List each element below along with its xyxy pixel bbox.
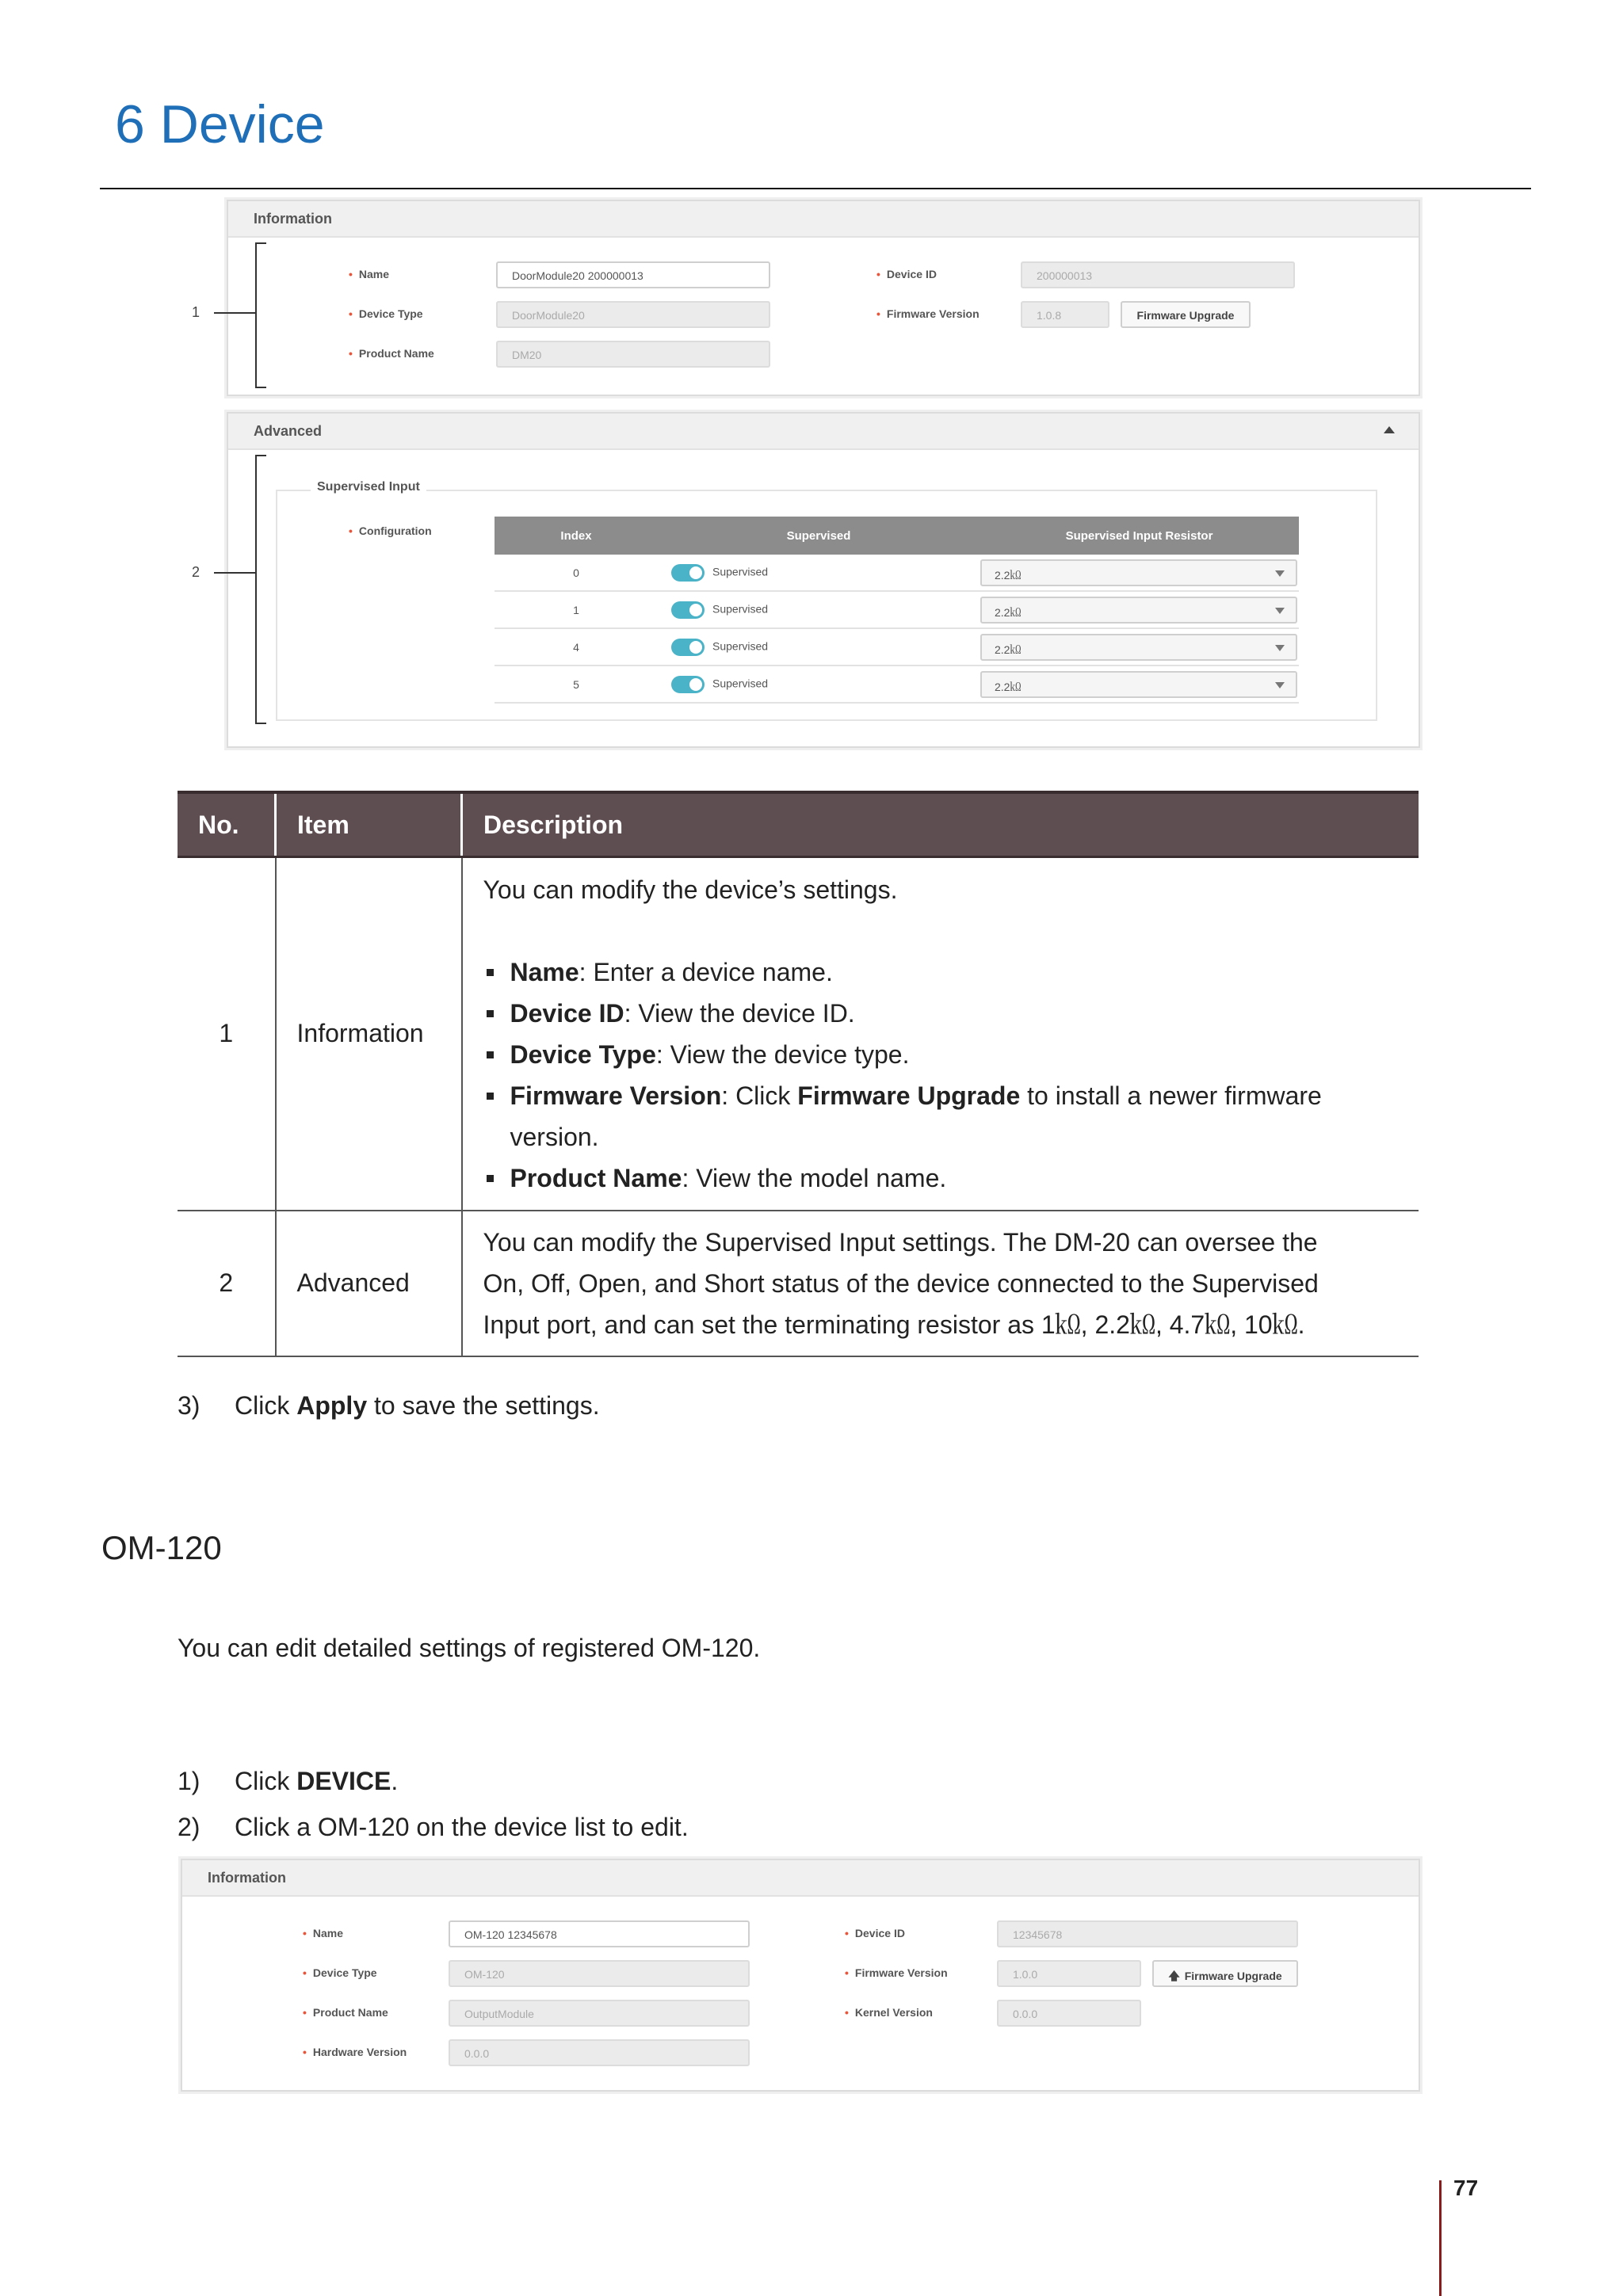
term-text: version. [510,1122,599,1151]
index-cell: 5 [495,666,658,703]
description-line: On, Off, Open, and Short status of the device connected to the Supervised [483,1268,1319,1298]
page-number-rule [1439,2180,1442,2296]
field-list [483,952,1399,1199]
product-name-label: • Product Name [349,347,434,360]
description-intro: You can modify the device’s settings. [483,875,898,904]
information-header: Information [254,211,332,227]
device-id-label: • Device ID [876,268,937,280]
index-cell: 0 [495,555,658,591]
step-suffix: to save the settings. [367,1391,600,1420]
supervised-input-table [495,517,1299,704]
name-label: • Name [349,268,389,280]
term: Firmware Upgrade [797,1081,1021,1110]
resistor-select[interactable] [980,597,1297,624]
supervised-toggle[interactable] [671,601,705,619]
chevron-down-icon [1275,608,1285,614]
step-prefix: Click [235,1391,297,1420]
product-name-field: DM20 [496,341,770,368]
table-row [178,1211,1419,1356]
name-input[interactable]: DoorModule20 200000013 [496,261,770,288]
term-text: : View the device type. [655,1039,910,1069]
no-column-header: No. [178,792,276,857]
description-line: Input port, and can set the terminating resistor as 1㏀, 2.2㏀, 4.7㏀, 10㏀. [483,1310,1305,1339]
name-label: • Name [303,1927,343,1939]
description-column-header: Description [462,792,1419,857]
panel-header [228,201,1419,238]
collapse-arrow-icon[interactable] [1384,426,1395,433]
dm20-information-panel [227,200,1420,396]
panel-header [182,1860,1419,1897]
step-text [235,1767,398,1796]
device-id-field: 12345678 [997,1920,1298,1947]
resistor-value: 2.2㏀ [995,605,1022,619]
callout-number-2: 2 [192,564,200,580]
supervised-label: Supervised [712,565,769,578]
resistor-select[interactable] [980,671,1297,698]
product-name-field: OutputModule [449,2000,750,2027]
firmware-upgrade-label: Firmware Upgrade [1184,1970,1282,1982]
list-item [483,993,1399,1034]
row-item: Information [276,857,462,1211]
device-type-label: • Device Type [303,1966,377,1979]
list-item [483,952,1399,993]
step-text: Click a OM-120 on the device list to edit. [235,1813,689,1841]
step-suffix: . [391,1767,399,1795]
term: Firmware Version [510,1081,722,1110]
step-number: 1) [178,1767,200,1795]
resistor-select[interactable] [980,559,1297,586]
term: Device Type [510,1039,656,1069]
supervised-label: Supervised [712,677,769,690]
row-number: 1 [178,857,276,1211]
product-name-label: • Product Name [303,2006,388,2019]
advanced-header: Advanced [254,423,323,439]
list-item [483,1075,1399,1158]
step-text [235,1391,600,1421]
supervised-input-title: Supervised Input [311,480,426,494]
supervised-toggle[interactable] [671,564,705,582]
table-row [495,666,1299,703]
supervised-column-header: Supervised [658,517,980,555]
firmware-upgrade-button[interactable] [1152,1960,1298,1987]
callout-bracket [255,242,266,388]
row-item: Advanced [276,1211,462,1356]
supervised-label: Supervised [712,639,769,653]
upload-icon: 🡅 [1168,1970,1180,1982]
name-input[interactable]: OM-120 12345678 [449,1920,750,1947]
resistor-column-header: Supervised Input Resistor [980,517,1299,555]
index-cell: 1 [495,591,658,628]
description-line: You can modify the Supervised Input settings. The DM-20 can oversee the [483,1227,1318,1257]
row-description [462,1211,1419,1356]
chevron-down-icon [1275,570,1285,577]
callout-number-1: 1 [192,304,200,320]
index-column-header: Index [495,517,658,555]
supervised-toggle[interactable] [671,676,705,693]
callout-line [214,572,255,574]
callout-line [214,312,255,314]
device-type-label: • Device Type [349,307,423,320]
term: Device ID [510,998,624,1028]
firmware-version-label: • Firmware Version [876,307,980,320]
callout-bracket [255,455,266,724]
device-type-field: OM-120 [449,1960,750,1987]
term-text: : View the model name. [682,1163,947,1192]
supervised-toggle[interactable] [671,639,705,656]
chapter-title: 6 Device [115,94,325,154]
kernel-version-field: 0.0.0 [997,2000,1141,2027]
step-bold: DEVICE [296,1767,391,1795]
firmware-version-field: 1.0.8 [1021,301,1109,328]
list-item [483,1158,1399,1199]
chevron-down-icon [1275,682,1285,688]
term: Product Name [510,1163,682,1192]
step-bold: Apply [296,1391,368,1420]
table-row [495,555,1299,591]
index-cell: 4 [495,628,658,666]
list-item [483,1034,1399,1075]
supervised-label: Supervised [712,602,769,616]
device-id-field: 200000013 [1021,261,1295,288]
description-table [178,791,1419,1357]
om120-information-panel [181,1859,1420,2092]
configuration-label: • Configuration [349,524,432,537]
term-text: : Enter a device name. [579,957,833,986]
panel-header [228,414,1419,450]
section-intro: You can edit detailed settings of registered OM-120. [178,1634,761,1662]
row-number: 2 [178,1211,276,1356]
page-number: 77 [1453,2176,1479,2200]
firmware-upgrade-button[interactable]: Firmware Upgrade [1121,301,1251,328]
firmware-version-field: 1.0.0 [997,1960,1141,1987]
resistor-value: 2.2㏀ [995,680,1022,693]
item-column-header: Item [276,792,462,857]
term-text: : Click [721,1081,798,1110]
table-row [495,591,1299,628]
term-text: : View the device ID. [624,998,855,1028]
row-description [462,857,1419,1211]
step-number: 2) [178,1813,200,1841]
term: Name [510,957,579,986]
information-header: Information [208,1870,286,1886]
kernel-version-label: • Kernel Version [845,2006,933,2019]
resistor-value: 2.2㏀ [995,568,1022,582]
table-row [178,857,1419,1211]
table-row [495,628,1299,666]
resistor-select[interactable] [980,634,1297,661]
device-type-field: DoorModule20 [496,301,770,328]
term-text: to install a newer firmware [1020,1081,1322,1110]
step-number: 3) [178,1391,200,1420]
device-id-label: • Device ID [845,1927,905,1939]
hardware-version-label: • Hardware Version [303,2046,407,2058]
step-prefix: Click [235,1767,297,1795]
resistor-value: 2.2㏀ [995,643,1022,656]
firmware-version-label: • Firmware Version [845,1966,948,1979]
hardware-version-field: 0.0.0 [449,2039,750,2066]
header-rule [100,188,1531,189]
section-heading: OM-120 [101,1529,222,1566]
chevron-down-icon [1275,645,1285,651]
